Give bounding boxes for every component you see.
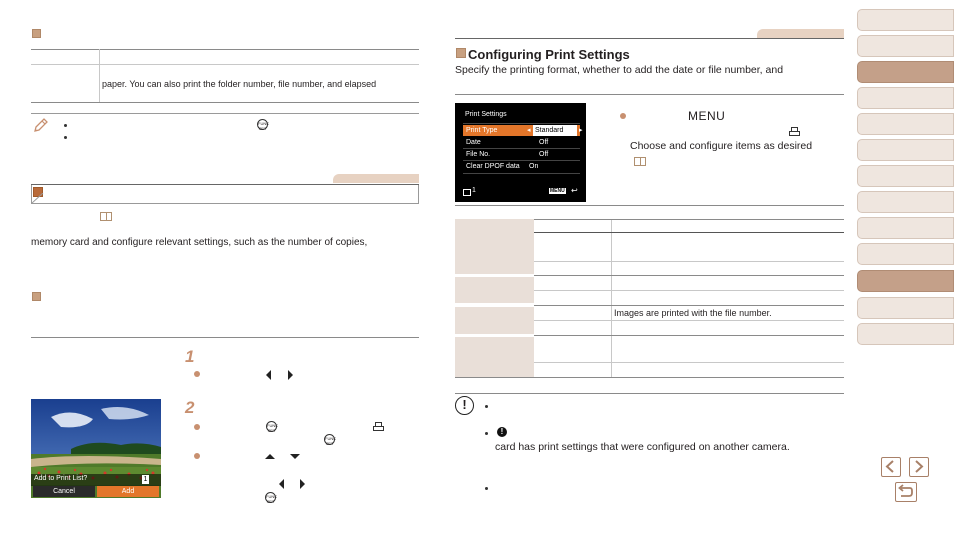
book-reference-icon xyxy=(634,157,646,166)
menu-key-label: MENU xyxy=(688,109,726,123)
table-rule xyxy=(534,362,844,363)
camera-cancel-button[interactable]: Cancel xyxy=(33,486,95,497)
table-bottom-rule xyxy=(455,377,844,378)
step-number: 1 xyxy=(185,347,195,366)
table-rule xyxy=(534,320,844,321)
table-rule xyxy=(534,219,844,220)
step-bullet xyxy=(194,371,200,377)
section-marker-icon xyxy=(456,48,466,58)
table-group-cell xyxy=(455,307,534,334)
right-arrow-icon xyxy=(300,479,305,489)
step-bottom-rule xyxy=(455,205,844,206)
table-rule xyxy=(534,232,844,233)
left-arrow-icon xyxy=(882,458,899,475)
nav-tab-4[interactable] xyxy=(857,87,954,109)
return-button[interactable] xyxy=(895,482,917,502)
up-arrow-icon xyxy=(265,454,275,459)
row-label: Date xyxy=(466,139,481,146)
nav-tab-12[interactable] xyxy=(857,297,954,319)
section-bottom-rule xyxy=(31,337,419,338)
note-bullet xyxy=(64,124,67,127)
choose-instruction: Choose and configure items as desired xyxy=(630,140,813,152)
nav-tab-5[interactable] xyxy=(857,113,954,135)
nav-tab-11[interactable] xyxy=(857,270,954,292)
right-arrow-icon xyxy=(910,458,927,475)
left-selector-icon: ◂ xyxy=(527,127,531,134)
caution-bullet xyxy=(485,405,488,408)
next-page-button[interactable] xyxy=(909,457,929,477)
clear-dpof-row[interactable] xyxy=(463,161,580,172)
back-icon: ↩ xyxy=(571,186,578,195)
nav-tab-9[interactable] xyxy=(857,217,954,239)
row-value: Off xyxy=(539,139,549,146)
previous-page-button[interactable] xyxy=(881,457,901,477)
screen-divider xyxy=(463,123,580,124)
row-label: File No. xyxy=(466,151,491,158)
step-number: 2 xyxy=(185,398,195,417)
caution-text: card has print settings that were configured on another camera. xyxy=(495,441,790,453)
table-row-text: paper. You can also print the folder number, file number, and elapsed xyxy=(102,79,377,89)
nav-tab-8[interactable] xyxy=(857,191,954,213)
table-top-rule xyxy=(31,49,419,50)
caution-top-rule xyxy=(455,393,844,394)
left-arrow-icon xyxy=(279,479,284,489)
book-reference-icon xyxy=(100,212,112,221)
step-bullet xyxy=(620,113,626,119)
return-icon xyxy=(896,483,915,500)
left-arrow-icon xyxy=(266,370,271,380)
nav-tab-10[interactable] xyxy=(857,243,954,265)
print-count: 1 xyxy=(472,187,476,194)
print-icon xyxy=(373,422,384,431)
func-set-button-icon: FUNC SET xyxy=(325,436,337,446)
step-bullet xyxy=(194,424,200,430)
section-marker-icon xyxy=(32,29,41,38)
right-arrow-icon xyxy=(288,370,293,380)
table-rule xyxy=(534,290,844,291)
print-count-icon xyxy=(463,189,471,196)
row-label: Clear DPOF data xyxy=(466,163,520,170)
section-header-box xyxy=(31,185,419,204)
note-bottom-rule xyxy=(31,113,419,114)
section-description: Specify the printing format, whether to add the date or file number, and xyxy=(455,64,784,76)
table-column-divider xyxy=(99,49,100,102)
screen-divider xyxy=(463,173,580,174)
table-bottom-rule xyxy=(31,102,419,103)
table-row-divider xyxy=(31,64,419,65)
down-arrow-icon xyxy=(290,454,300,459)
table-column-divider xyxy=(611,219,612,377)
func-set-button-icon: FUNC SET xyxy=(258,121,270,131)
caution-inline-icon: ! xyxy=(497,427,507,437)
camera-screen-photo xyxy=(31,399,161,498)
section-title: Configuring Print Settings xyxy=(468,47,630,62)
table-rule xyxy=(534,261,844,262)
nav-tab-2[interactable] xyxy=(857,35,954,57)
row-value: On xyxy=(529,163,539,170)
camera-add-button[interactable]: Add xyxy=(97,486,159,497)
right-selector-icon: ▸ xyxy=(579,127,583,134)
menu-button-label: MENU xyxy=(550,188,565,194)
row-value: Standard xyxy=(533,125,577,136)
print-icon xyxy=(789,127,800,136)
caution-bullet xyxy=(485,432,488,435)
nav-tab-3[interactable] xyxy=(857,61,954,83)
table-group-cell xyxy=(455,219,534,274)
caution-bullet xyxy=(485,487,488,490)
caution-icon: ! xyxy=(455,396,474,415)
camera-prompt-text: Add to Print List? xyxy=(34,475,88,482)
note-bullet xyxy=(64,136,67,139)
step-bullet xyxy=(194,453,200,459)
nav-tab-1[interactable] xyxy=(857,9,954,31)
table-group-cell xyxy=(455,277,534,303)
table-group-cell xyxy=(455,337,534,377)
file-number-description: Images are printed with the file number. xyxy=(614,308,772,318)
nav-tab-7[interactable] xyxy=(857,165,954,187)
row-value: Off xyxy=(539,151,549,158)
section-tag xyxy=(333,174,419,183)
row-label: Print Type xyxy=(466,127,498,134)
table-rule xyxy=(534,275,844,276)
camera-count-box: 1 xyxy=(143,476,148,483)
file-no-row[interactable] xyxy=(463,149,580,160)
table-rule xyxy=(534,305,844,306)
nav-tab-6[interactable] xyxy=(857,139,954,161)
step-top-rule xyxy=(455,94,844,95)
table-rule xyxy=(534,335,844,336)
section-corner-line xyxy=(32,193,44,204)
print-type-row[interactable] xyxy=(463,125,583,136)
print-settings-screen xyxy=(455,103,586,202)
screen-title: Print Settings xyxy=(465,111,507,118)
section-marker-icon xyxy=(32,292,41,301)
section-rule xyxy=(455,38,844,39)
section-tag xyxy=(757,29,844,38)
func-set-button-icon: FUNC SET xyxy=(267,423,279,433)
pencil-note-icon xyxy=(32,116,50,134)
func-set-button-icon: FUNC SET xyxy=(266,494,278,504)
intro-text: memory card and configure relevant settings, such as the number of copies, xyxy=(31,237,368,248)
date-row[interactable] xyxy=(463,137,580,148)
nav-tab-13[interactable] xyxy=(857,323,954,345)
